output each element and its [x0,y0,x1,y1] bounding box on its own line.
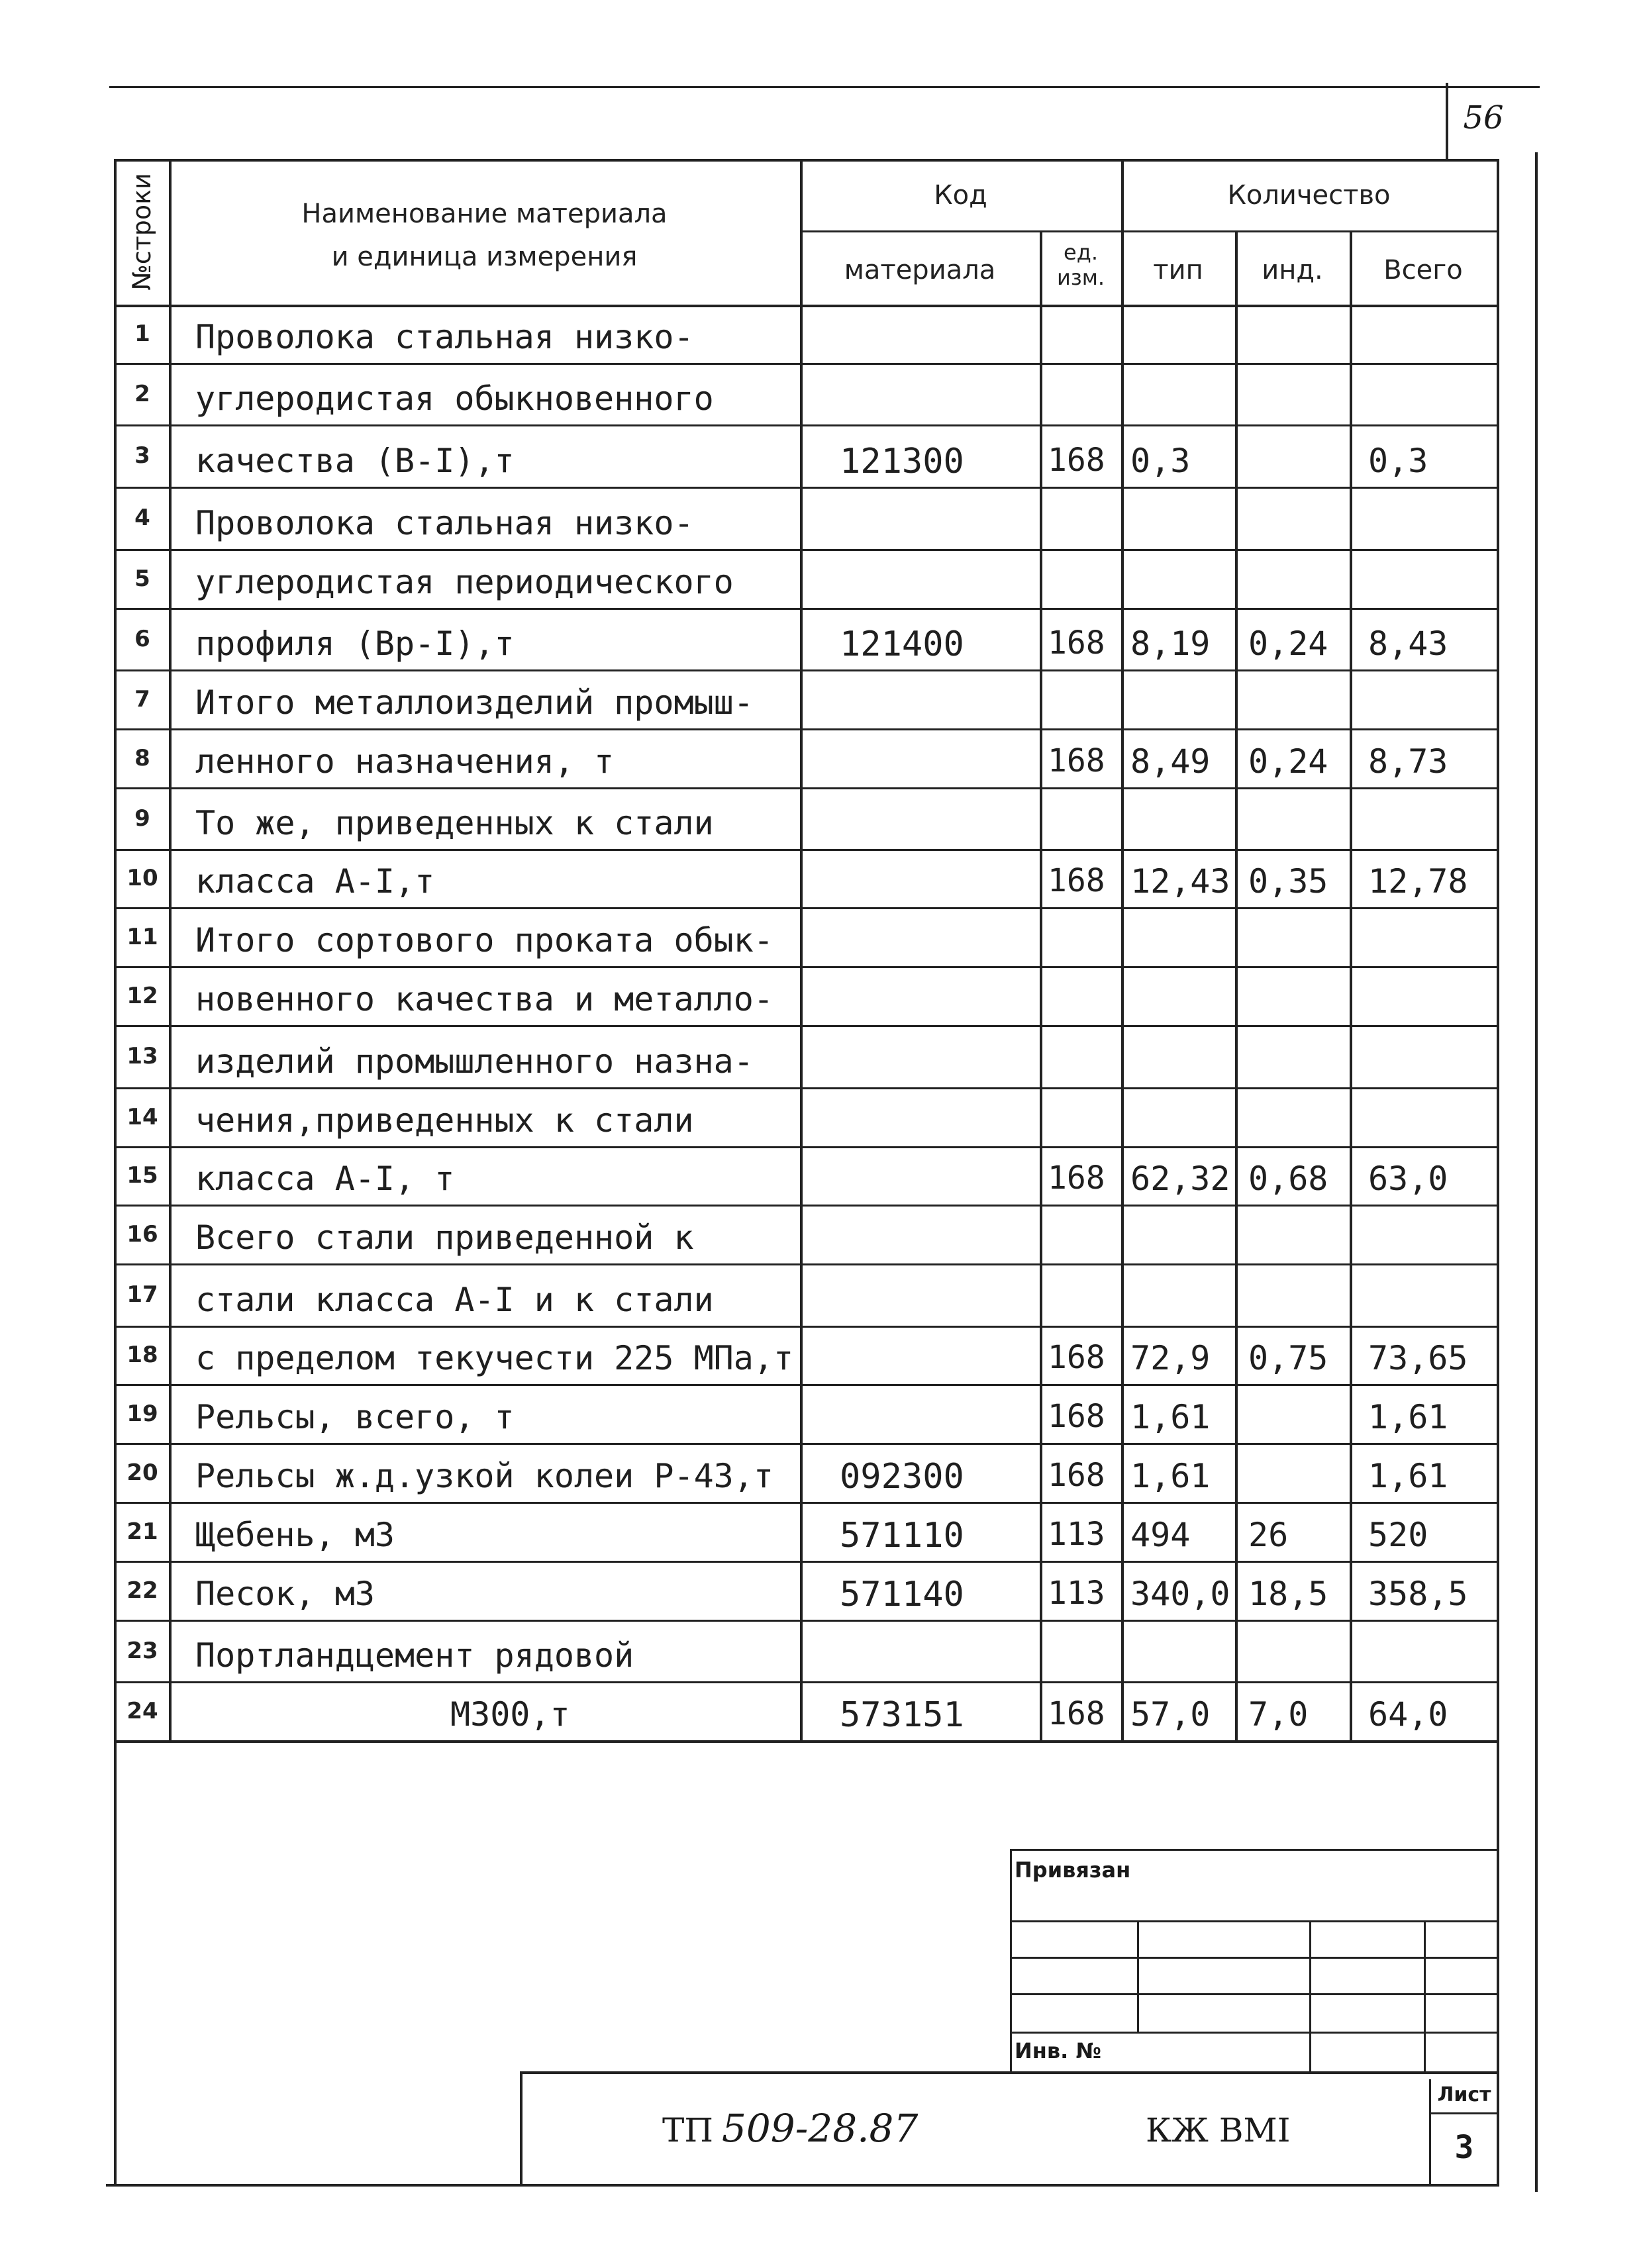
cell-ind: 7,0 [1248,1695,1309,1734]
cell-name: Рельсы ж.д.узкой колеи Р-43,т [195,1457,773,1495]
cell-n: 1 [134,320,150,347]
table-row-rule [114,1205,1499,1207]
cell-code: 571110 [840,1516,964,1555]
cell-name: новенного качества и металло- [195,980,773,1018]
privyazan-col-3 [1424,1920,1426,2071]
cell-name: Проволока стальная низко- [195,504,694,542]
cell-name: углеродистая обыкновенного [195,379,714,418]
cell-n: 16 [126,1220,158,1248]
cell-name: класса А-I,т [195,862,435,901]
header-code-material: материала [844,255,996,285]
cell-code: 573151 [840,1695,964,1735]
cell-unit: 168 [1048,1695,1105,1732]
cell-code: 121400 [840,624,964,664]
table-col-ind-left [1235,230,1238,1742]
cell-name: Итого сортового проката обык- [195,921,773,960]
cell-tip: 494 [1130,1516,1191,1554]
cell-n: 21 [126,1518,158,1545]
header-qty-total: Всего [1383,255,1463,285]
cell-n: 13 [126,1043,158,1069]
cell-name: То же, приведенных к стали [195,804,714,842]
inventory-number-label: Инв. № [1015,2038,1101,2063]
header-code: Код [934,180,987,211]
cell-n: 12 [126,982,158,1009]
table-row-rule [114,1025,1499,1027]
cell-code: 571140 [840,1575,964,1614]
header-qty-type: тип [1153,255,1203,285]
sheet-label: Лист [1437,2083,1491,2106]
cell-n: 8 [134,744,150,771]
cell-name: углеродистая периодического [195,563,734,601]
cell-tip: 1,61 [1130,1457,1211,1495]
top-rule [109,86,1540,88]
cell-total: 358,5 [1368,1575,1468,1613]
cell-ind: 0,75 [1248,1339,1328,1377]
cell-tip: 62,32 [1130,1159,1230,1198]
header-name-line1: Наименование материала [301,199,668,229]
table-row-rule [114,1620,1499,1622]
page-number: 56 [1463,99,1504,136]
table-row-rule [114,1326,1499,1328]
cell-n: 2 [134,380,150,407]
sheet-number: 3 [1454,2129,1474,2166]
cell-ind: 0,24 [1248,624,1328,663]
cell-unit: 168 [1048,1159,1105,1197]
cell-n: 11 [126,923,158,950]
cell-name: ленного назначения, т [195,742,615,781]
privyazan-grid-4 [1010,2032,1499,2034]
table-row-rule [114,1502,1499,1504]
privyazan-col-2 [1309,1920,1311,2071]
cell-tip: 8,19 [1130,624,1211,663]
cell-ind: 0,35 [1248,862,1328,901]
cell-unit: 168 [1048,442,1105,479]
cell-name: Итого металлоизделий промыш- [195,683,754,722]
cell-name: Портландцемент рядовой [195,1636,634,1675]
page-right-border [1497,1740,1499,2184]
table-row-rule [114,907,1499,909]
cell-total: 1,61 [1368,1457,1448,1495]
page-bottom-rule [106,2184,1499,2187]
table-row-rule [114,1384,1499,1386]
designation-top [520,2071,1499,2074]
cell-ind: 18,5 [1248,1575,1328,1613]
cell-name: чения,приведенных к стали [195,1101,694,1140]
table-col-tip-left [1121,159,1124,1742]
cell-total: 73,65 [1368,1339,1468,1377]
cell-n: 6 [134,625,150,652]
cell-name: качества (В-I),т [195,442,515,480]
cell-n: 18 [126,1342,158,1368]
cell-total: 64,0 [1368,1695,1448,1734]
cell-n: 7 [134,685,150,713]
cell-unit: 168 [1048,1339,1105,1376]
cell-n: 4 [134,505,150,531]
cell-unit: 168 [1048,1398,1105,1435]
cell-name: профиля (Вр-I),т [195,624,515,663]
cell-name: изделий промышленного назна- [195,1042,754,1081]
doc-suffix: КЖ ВМI [1146,2111,1291,2149]
cell-tip: 1,61 [1130,1398,1211,1436]
table-row-rule [114,608,1499,610]
table-row-rule [114,1263,1499,1265]
cell-total: 12,78 [1368,862,1468,901]
table-row-rule [114,363,1499,365]
privyazan-left [1010,1849,1012,2073]
cell-total: 1,61 [1368,1398,1448,1436]
cell-n: 22 [126,1577,158,1604]
table-row-rule [114,1561,1499,1563]
page-number-divider [1446,83,1448,159]
cell-unit: 168 [1048,1457,1105,1494]
table-col-unit-left [1040,230,1042,1742]
cell-ind: 26 [1248,1516,1289,1554]
table-col-total-left [1350,230,1352,1742]
privyazan-grid-3 [1010,1993,1499,1995]
cell-n: 15 [126,1162,158,1189]
table-row-rule [114,1681,1499,1683]
cell-total: 63,0 [1368,1159,1448,1198]
cell-n: 24 [126,1697,158,1724]
cell-unit: 168 [1048,624,1105,662]
cell-unit: 113 [1048,1575,1105,1612]
header-name-line2: и единица измерения [331,242,638,272]
cell-tip: 340,0 [1130,1575,1230,1613]
header-mid-rule [800,230,1499,232]
cell-total: 520 [1368,1516,1428,1554]
cell-name: Всего стали приведенной к [195,1218,694,1257]
table-row-rule [114,849,1499,851]
table-row-rule [114,669,1499,671]
header-top-rule [114,159,1499,162]
cell-n: 23 [126,1637,158,1664]
cell-name: Песок, м3 [195,1575,375,1613]
privyazan-grid-1 [1010,1920,1499,1922]
header-bottom-rule [114,305,1499,307]
cell-n: 17 [126,1281,158,1308]
cell-ind: 0,68 [1248,1159,1328,1198]
table-bottom-rule [114,1740,1499,1743]
cell-n: 14 [126,1103,158,1130]
sheet-box-divider [1429,2112,1499,2114]
doc-prefix: ТП [662,2111,713,2149]
privyazan-col-1 [1137,1920,1139,2032]
cell-name: Рельсы, всего, т [195,1398,515,1436]
table-right-border [1497,159,1499,1742]
cell-tip: 72,9 [1130,1339,1211,1377]
page-far-right-rule [1535,152,1538,2192]
cell-total: 8,43 [1368,624,1448,663]
table-row-rule [114,424,1499,426]
header-quantity: Количество [1227,180,1391,211]
cell-name: Проволока стальная низко- [195,318,694,356]
table-row-rule [114,1146,1499,1148]
cell-name: стали класса А-I и к стали [195,1281,714,1319]
table-row-rule [114,1443,1499,1445]
cell-unit: 168 [1048,862,1105,899]
cell-unit: 113 [1048,1516,1105,1553]
doc-number: 509-28.87 [722,2106,919,2151]
cell-tip: 57,0 [1130,1695,1211,1734]
cell-n: 5 [134,565,150,592]
header-code-unit: ед. изм. [1056,240,1105,290]
table-col-code-left [800,159,803,1742]
table-row-rule [114,966,1499,968]
cell-name: М300,т [450,1695,570,1734]
table-row-rule [114,787,1499,789]
cell-total: 0,3 [1368,442,1428,480]
header-qty-ind: инд. [1262,255,1323,285]
privyazan-label: Привязан [1015,1857,1131,1883]
cell-n: 20 [126,1459,158,1486]
cell-tip: 12,43 [1130,862,1230,901]
cell-code: 121300 [840,442,964,481]
cell-n: 3 [134,442,150,469]
cell-ind: 0,24 [1248,742,1328,781]
cell-tip: 0,3 [1130,442,1191,480]
cell-tip: 8,49 [1130,742,1211,781]
privyazan-top [1010,1849,1499,1851]
cell-n: 10 [126,865,158,891]
privyazan-grid-2 [1010,1957,1499,1959]
table-row-rule [114,728,1499,730]
header-row-number: №строки [127,173,156,291]
designation-left [520,2071,523,2185]
cell-code: 092300 [840,1457,964,1497]
cell-total: 8,73 [1368,742,1448,781]
cell-name: класса А-I, т [195,1159,455,1198]
cell-unit: 168 [1048,742,1105,779]
cell-name: с пределом текучести 225 МПа,т [195,1339,794,1377]
table-row-rule [114,487,1499,489]
table-row-rule [114,549,1499,551]
table-row-rule [114,1087,1499,1089]
cell-n: 19 [126,1400,158,1427]
cell-n: 9 [134,805,150,832]
page-left-border [114,1740,117,2184]
cell-name: Щебень, м3 [195,1516,395,1554]
